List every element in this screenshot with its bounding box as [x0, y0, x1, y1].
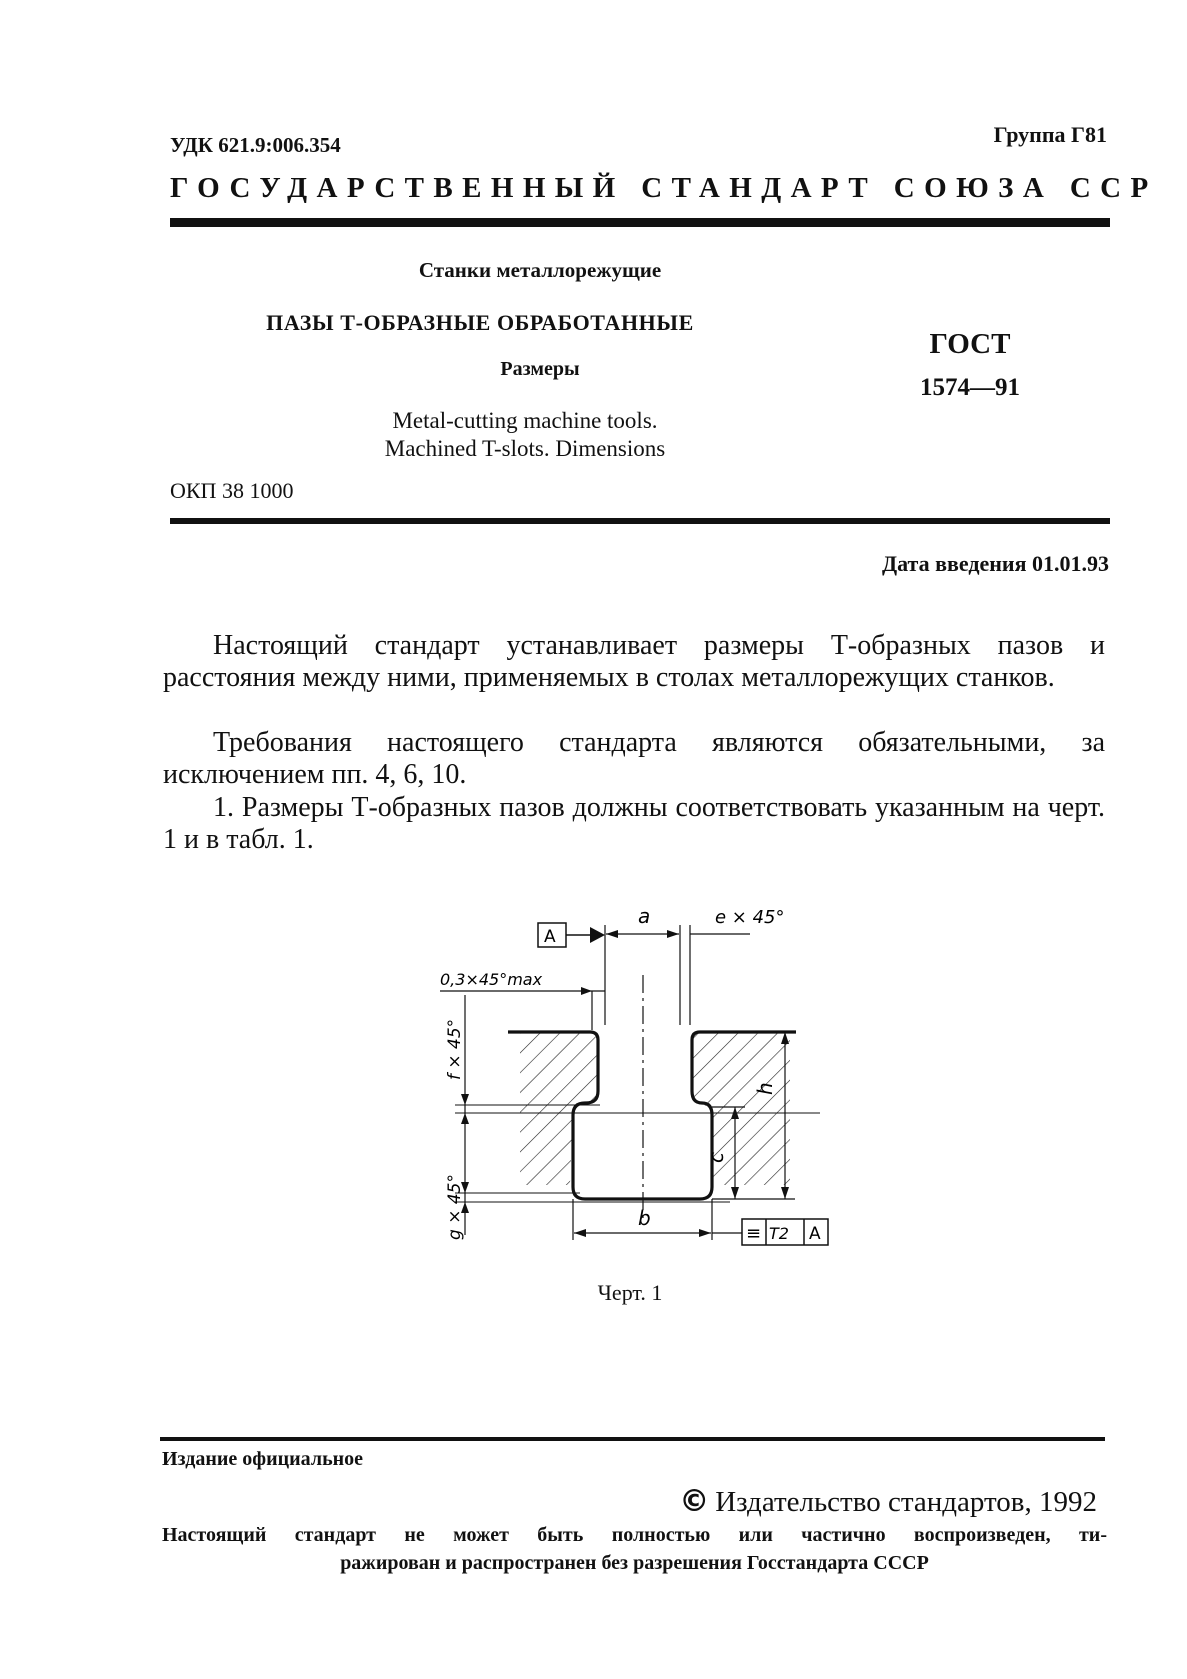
gost-number: 1574—91 [920, 374, 1020, 401]
t-slot-drawing [440, 895, 880, 1255]
header-rule [170, 218, 1110, 227]
tolerance-value: T2 [769, 1224, 789, 1243]
english-title-line2: Machined T-slots. Dimensions [384, 436, 666, 461]
hatched-material [520, 1032, 790, 1185]
english-title-line1: Metal-cutting machine tools. [392, 408, 658, 433]
dim-a-label: a [638, 904, 651, 928]
copyright-symbol: © [679, 1484, 710, 1519]
dim-b-label: b [638, 1206, 651, 1230]
gost-label: ГОСТ [929, 328, 1011, 360]
reproduction-notice-line1: Настоящий стандарт не может быть полностью или частично воспроизведен, ти- [162, 1524, 1107, 1546]
state-standard-heading: ГОСУДАРСТВЕННЫЙ СТАНДАРТ СОЮЗА ССР [170, 172, 1158, 204]
copyright-line [679, 1484, 1097, 1519]
title-rule [170, 518, 1110, 524]
copyright-text: Издательство стандартов, 1992 [715, 1486, 1097, 1518]
drawing-caption: Черт. 1 [597, 1280, 663, 1305]
main-title: ПАЗЫ Т-ОБРАЗНЫЕ ОБРАБОТАННЫЕ [266, 310, 694, 335]
edition-label: Издание официальное [162, 1448, 364, 1470]
tolerance-datum: A [809, 1224, 821, 1244]
tolerance-symbol: ≡ [746, 1223, 762, 1244]
sub-title: Размеры [500, 358, 580, 380]
dim-e-label: e × 45° [715, 907, 785, 928]
group-code: Группа Г81 [993, 122, 1107, 147]
introduction-date: Дата введения 01.01.93 [881, 551, 1109, 576]
subject-title: Станки металлорежущие [418, 258, 662, 282]
dim-f-label: f × 45° [445, 1018, 465, 1080]
dim-g-label: g × 45° [445, 1174, 465, 1240]
chamfer-label: 0,3×45°max [440, 970, 543, 989]
reproduction-notice-line2: ражирован и распространен без разрешения Госстандарта СССР [340, 1552, 929, 1574]
datum-a-label: A [544, 927, 556, 947]
paragraph-scope: Настоящий стандарт устанавливает размеры Т-образных пазов и расстояния между ними, применяемых в столах металлорежущих станков. [163, 630, 1105, 693]
paragraph-requirements: Требования настоящего стандарта являются обязательными, за исключением пп. 4, 6, 10. [163, 727, 1105, 790]
dim-c-label: c [704, 1152, 728, 1163]
udk-code: УДК 621.9:006.354 [170, 133, 341, 157]
paragraph-item-1: 1. Размеры Т-образных пазов должны соответствовать указанным на черт. 1 и в табл. 1. [163, 792, 1105, 855]
dim-h-label: h [753, 1082, 777, 1095]
okp-code: ОКП 38 1000 [170, 478, 294, 503]
footer-rule [160, 1437, 1105, 1441]
